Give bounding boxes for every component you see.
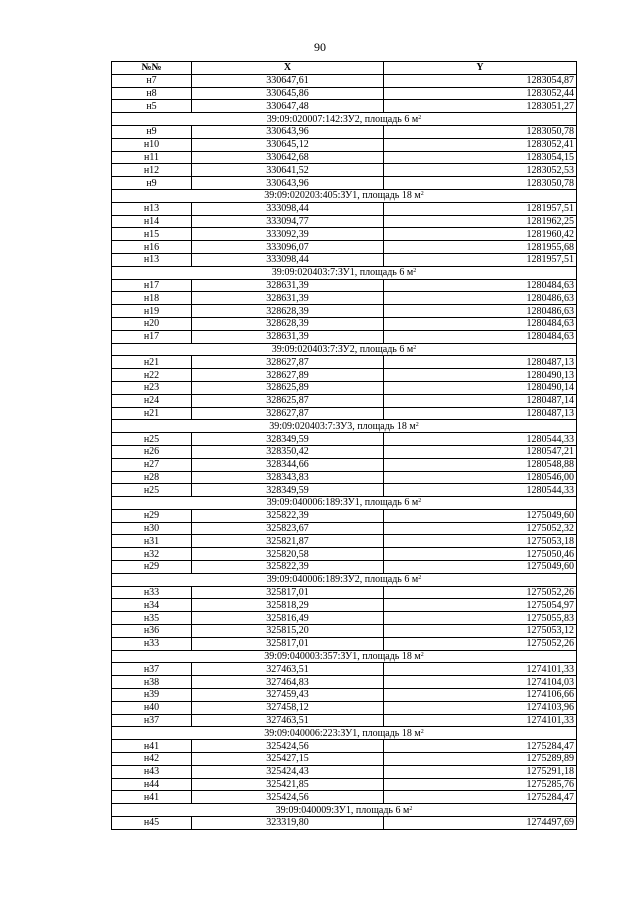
y-coordinate-cell: 1275284,47 [384, 791, 577, 804]
table-row [112, 125, 577, 138]
area-unit: м [414, 651, 421, 663]
area-unit-superscript: 2 [415, 421, 419, 428]
area-unit: м [406, 267, 414, 279]
y-coordinate-cell: 1280484,63 [384, 279, 577, 292]
x-coordinate-cell: 328627,87 [192, 356, 384, 369]
section-label: 39:09:040003:357:ЗУ1, площадь 18 [264, 651, 415, 663]
point-number-cell: н29 [112, 509, 192, 522]
area-unit: м [411, 574, 419, 586]
point-number-cell: н21 [112, 407, 192, 420]
point-number-cell: н42 [112, 753, 192, 766]
y-coordinate-cell: 1275049,60 [384, 561, 577, 574]
table-row [112, 612, 577, 625]
x-coordinate-cell: 325817,01 [192, 586, 384, 599]
table-row [112, 138, 577, 151]
area-unit-superscript: 2 [409, 805, 413, 812]
area-unit-superscript: 2 [420, 652, 424, 659]
point-number-cell: н10 [112, 138, 192, 151]
y-coordinate-cell: 1280546,00 [384, 471, 577, 484]
table-row [112, 330, 577, 343]
x-coordinate-cell: 325815,20 [192, 625, 384, 638]
point-number-cell: н28 [112, 471, 192, 484]
area-unit-superscript: 2 [420, 191, 424, 198]
area-unit-superscript: 2 [418, 575, 422, 582]
y-coordinate-cell: 1275284,47 [384, 740, 577, 753]
point-number-cell: н32 [112, 548, 192, 561]
table-row [112, 177, 577, 190]
point-number-cell: н14 [112, 215, 192, 228]
area-unit-superscript: 2 [413, 344, 417, 351]
section-row [112, 189, 577, 202]
y-coordinate-cell: 1274103,96 [384, 701, 577, 714]
point-number-cell: н31 [112, 535, 192, 548]
x-coordinate-cell: 327463,51 [192, 663, 384, 676]
table-row [112, 279, 577, 292]
y-coordinate-cell: 1280486,63 [384, 305, 577, 318]
table-row [112, 509, 577, 522]
section-row [112, 113, 577, 126]
x-coordinate-cell: 325820,58 [192, 548, 384, 561]
x-coordinate-cell: 323319,80 [192, 817, 384, 830]
y-coordinate-cell: 1280487,13 [384, 407, 577, 420]
section-row [112, 420, 577, 433]
y-coordinate-cell: 1283050,78 [384, 177, 577, 190]
table-row [112, 689, 577, 702]
table-row [112, 663, 577, 676]
point-number-cell: н20 [112, 317, 192, 330]
y-coordinate-cell: 1275055,83 [384, 612, 577, 625]
table-row [112, 369, 577, 382]
table-row [112, 215, 577, 228]
area-unit-superscript: 2 [418, 114, 422, 121]
y-coordinate-cell: 1281957,51 [384, 253, 577, 266]
y-coordinate-cell: 1281962,25 [384, 215, 577, 228]
y-coordinate-cell: 1281957,51 [384, 202, 577, 215]
point-number-cell: н15 [112, 228, 192, 241]
point-number-cell: н44 [112, 778, 192, 791]
coordinates-table [111, 61, 577, 830]
section-title [112, 573, 577, 586]
point-number-cell: н37 [112, 714, 192, 727]
point-number-cell: н37 [112, 663, 192, 676]
area-unit: м [409, 420, 416, 432]
y-coordinate-cell: 1280544,33 [384, 433, 577, 446]
x-coordinate-cell: 330643,96 [192, 125, 384, 138]
point-number-cell: н21 [112, 356, 192, 369]
section-row [112, 727, 577, 740]
y-coordinate-cell: 1283052,41 [384, 138, 577, 151]
y-coordinate-cell: 1280544,33 [384, 484, 577, 497]
x-coordinate-cell: 325823,67 [192, 522, 384, 535]
x-coordinate-cell: 328627,89 [192, 369, 384, 382]
area-unit-superscript: 2 [413, 268, 417, 275]
y-coordinate-cell: 1274104,03 [384, 676, 577, 689]
x-coordinate-cell: 328628,39 [192, 305, 384, 318]
table-row [112, 381, 577, 394]
table-header-row [112, 62, 577, 75]
section-title [112, 266, 577, 279]
x-coordinate-cell: 328628,39 [192, 317, 384, 330]
x-coordinate-cell: 325817,01 [192, 637, 384, 650]
point-number-cell: н29 [112, 561, 192, 574]
y-coordinate-cell: 1281955,68 [384, 241, 577, 254]
y-coordinate-cell: 1283050,78 [384, 125, 577, 138]
x-coordinate-cell: 328344,66 [192, 458, 384, 471]
point-number-cell: н16 [112, 241, 192, 254]
point-number-cell: н36 [112, 625, 192, 638]
x-coordinate-cell: 328631,39 [192, 292, 384, 305]
x-coordinate-cell: 327464,83 [192, 676, 384, 689]
point-number-cell: н30 [112, 522, 192, 535]
x-coordinate-cell: 325424,43 [192, 765, 384, 778]
x-coordinate-cell: 328627,87 [192, 407, 384, 420]
page-number: 90 [314, 40, 326, 54]
point-number-cell: н24 [112, 394, 192, 407]
header-number: №№ [112, 62, 192, 75]
point-number-cell: н38 [112, 676, 192, 689]
x-coordinate-cell: 325822,39 [192, 561, 384, 574]
section-row [112, 497, 577, 510]
x-coordinate-cell: 325818,29 [192, 599, 384, 612]
table-row [112, 394, 577, 407]
table-row [112, 561, 577, 574]
header-x: X [192, 62, 384, 75]
table-row [112, 637, 577, 650]
table-row [112, 202, 577, 215]
section-label: 39:09:040006:223:ЗУ1, площадь 18 [264, 727, 415, 739]
point-number-cell: н23 [112, 381, 192, 394]
point-number-cell: н11 [112, 151, 192, 164]
y-coordinate-cell: 1283051,27 [384, 100, 577, 113]
table-row [112, 701, 577, 714]
table-row [112, 778, 577, 791]
table-row [112, 753, 577, 766]
y-coordinate-cell: 1275053,18 [384, 535, 577, 548]
y-coordinate-cell: 1274101,33 [384, 714, 577, 727]
x-coordinate-cell: 328350,42 [192, 445, 384, 458]
point-number-cell: н13 [112, 253, 192, 266]
section-title [112, 727, 577, 740]
point-number-cell: н25 [112, 433, 192, 446]
y-coordinate-cell: 1275052,26 [384, 637, 577, 650]
point-number-cell: н34 [112, 599, 192, 612]
table-row [112, 714, 577, 727]
point-number-cell: н45 [112, 817, 192, 830]
area-unit-superscript: 2 [420, 728, 424, 735]
area-unit: м [411, 113, 419, 125]
x-coordinate-cell: 325427,15 [192, 753, 384, 766]
table-row [112, 791, 577, 804]
table-row [112, 433, 577, 446]
x-coordinate-cell: 333096,07 [192, 241, 384, 254]
table-row [112, 228, 577, 241]
y-coordinate-cell: 1275052,32 [384, 522, 577, 535]
table-row [112, 586, 577, 599]
table-row [112, 74, 577, 87]
x-coordinate-cell: 327458,12 [192, 701, 384, 714]
point-number-cell: н5 [112, 100, 192, 113]
section-label: 39:09:020403:7:ЗУ3, площадь 18 [269, 420, 410, 432]
table-row [112, 356, 577, 369]
section-row [112, 343, 577, 356]
area-unit: м [414, 190, 421, 202]
section-title [112, 343, 577, 356]
point-number-cell: н12 [112, 164, 192, 177]
point-number-cell: н27 [112, 458, 192, 471]
section-title [112, 189, 577, 202]
point-number-cell: н13 [112, 202, 192, 215]
x-coordinate-cell: 328625,89 [192, 381, 384, 394]
table-row [112, 740, 577, 753]
table-row [112, 253, 577, 266]
x-coordinate-cell: 328631,39 [192, 279, 384, 292]
section-label: 39:09:040009:ЗУ1, площадь 6 [275, 804, 403, 816]
table-row [112, 625, 577, 638]
table-row [112, 599, 577, 612]
table-row [112, 407, 577, 420]
y-coordinate-cell: 1274497,69 [384, 817, 577, 830]
y-coordinate-cell: 1280487,13 [384, 356, 577, 369]
y-coordinate-cell: 1280548,88 [384, 458, 577, 471]
y-coordinate-cell: 1283054,87 [384, 74, 577, 87]
y-coordinate-cell: 1280490,13 [384, 369, 577, 382]
table-row [112, 151, 577, 164]
x-coordinate-cell: 327463,51 [192, 714, 384, 727]
x-coordinate-cell: 328625,87 [192, 394, 384, 407]
table-row [112, 164, 577, 177]
table-row [112, 292, 577, 305]
y-coordinate-cell: 1275053,12 [384, 625, 577, 638]
table-row [112, 817, 577, 830]
table-row [112, 471, 577, 484]
table-row [112, 548, 577, 561]
y-coordinate-cell: 1275291,18 [384, 765, 577, 778]
table-row [112, 241, 577, 254]
y-coordinate-cell: 1275049,60 [384, 509, 577, 522]
y-coordinate-cell: 1275052,26 [384, 586, 577, 599]
point-number-cell: н19 [112, 305, 192, 318]
x-coordinate-cell: 333098,44 [192, 202, 384, 215]
area-unit: м [406, 343, 414, 355]
point-number-cell: н8 [112, 87, 192, 100]
table-row [112, 484, 577, 497]
section-label: 39:09:020403:7:ЗУ1, площадь 6 [271, 267, 407, 279]
y-coordinate-cell: 1275285,76 [384, 778, 577, 791]
y-coordinate-cell: 1274106,66 [384, 689, 577, 702]
section-title [112, 420, 577, 433]
x-coordinate-cell: 325822,39 [192, 509, 384, 522]
point-number-cell: н39 [112, 689, 192, 702]
y-coordinate-cell: 1280484,63 [384, 317, 577, 330]
point-number-cell: н33 [112, 637, 192, 650]
y-coordinate-cell: 1275054,97 [384, 599, 577, 612]
point-number-cell: н41 [112, 791, 192, 804]
table-row [112, 765, 577, 778]
x-coordinate-cell: 333098,44 [192, 253, 384, 266]
section-row [112, 650, 577, 663]
section-title [112, 497, 577, 510]
x-coordinate-cell: 330647,61 [192, 74, 384, 87]
area-unit: м [402, 804, 410, 816]
table-row [112, 458, 577, 471]
table-row [112, 676, 577, 689]
x-coordinate-cell: 328349,59 [192, 433, 384, 446]
area-unit-superscript: 2 [418, 498, 422, 505]
section-label: 39:09:020403:7:ЗУ2, площадь 6 [271, 343, 407, 355]
x-coordinate-cell: 325821,87 [192, 535, 384, 548]
point-number-cell: н43 [112, 765, 192, 778]
point-number-cell: н17 [112, 330, 192, 343]
x-coordinate-cell: 327459,43 [192, 689, 384, 702]
y-coordinate-cell: 1280490,14 [384, 381, 577, 394]
x-coordinate-cell: 330647,48 [192, 100, 384, 113]
point-number-cell: н33 [112, 586, 192, 599]
point-number-cell: н26 [112, 445, 192, 458]
x-coordinate-cell: 330641,52 [192, 164, 384, 177]
section-label: 39:09:040006:189:ЗУ1, площадь 6 [266, 497, 412, 509]
y-coordinate-cell: 1274101,33 [384, 663, 577, 676]
x-coordinate-cell: 325424,56 [192, 740, 384, 753]
y-coordinate-cell: 1280484,63 [384, 330, 577, 343]
y-coordinate-cell: 1280547,21 [384, 445, 577, 458]
section-label: 39:09:020203:405:ЗУ1, площадь 18 [264, 190, 415, 202]
y-coordinate-cell: 1283054,15 [384, 151, 577, 164]
header-y: Y [384, 62, 577, 75]
point-number-cell: н7 [112, 74, 192, 87]
x-coordinate-cell: 333092,39 [192, 228, 384, 241]
table-row [112, 445, 577, 458]
x-coordinate-cell: 328349,59 [192, 484, 384, 497]
y-coordinate-cell: 1281960,42 [384, 228, 577, 241]
x-coordinate-cell: 325816,49 [192, 612, 384, 625]
x-coordinate-cell: 330645,86 [192, 87, 384, 100]
table-row [112, 522, 577, 535]
x-coordinate-cell: 325421,85 [192, 778, 384, 791]
section-row [112, 573, 577, 586]
table-row [112, 87, 577, 100]
section-title [112, 113, 577, 126]
area-unit: м [411, 497, 419, 509]
point-number-cell: н17 [112, 279, 192, 292]
point-number-cell: н9 [112, 125, 192, 138]
point-number-cell: н41 [112, 740, 192, 753]
x-coordinate-cell: 328343,83 [192, 471, 384, 484]
point-number-cell: н22 [112, 369, 192, 382]
table-body [112, 74, 577, 829]
section-row [112, 804, 577, 817]
x-coordinate-cell: 330643,96 [192, 177, 384, 190]
x-coordinate-cell: 330642,68 [192, 151, 384, 164]
section-title [112, 650, 577, 663]
table-row [112, 305, 577, 318]
table-row [112, 100, 577, 113]
section-label: 39:09:020007:142:ЗУ2, площадь 6 [266, 113, 412, 125]
point-number-cell: н9 [112, 177, 192, 190]
y-coordinate-cell: 1275289,89 [384, 753, 577, 766]
point-number-cell: н40 [112, 701, 192, 714]
y-coordinate-cell: 1283052,53 [384, 164, 577, 177]
area-unit: м [414, 727, 421, 739]
x-coordinate-cell: 333094,77 [192, 215, 384, 228]
point-number-cell: н18 [112, 292, 192, 305]
point-number-cell: н35 [112, 612, 192, 625]
section-label: 39:09:040006:189:ЗУ2, площадь 6 [266, 574, 412, 586]
point-number-cell: н25 [112, 484, 192, 497]
x-coordinate-cell: 328631,39 [192, 330, 384, 343]
table-row [112, 317, 577, 330]
x-coordinate-cell: 325424,56 [192, 791, 384, 804]
section-row [112, 266, 577, 279]
y-coordinate-cell: 1280486,63 [384, 292, 577, 305]
y-coordinate-cell: 1275050,46 [384, 548, 577, 561]
y-coordinate-cell: 1283052,44 [384, 87, 577, 100]
x-coordinate-cell: 330645,12 [192, 138, 384, 151]
y-coordinate-cell: 1280487,14 [384, 394, 577, 407]
table-row [112, 535, 577, 548]
section-title [112, 804, 577, 817]
